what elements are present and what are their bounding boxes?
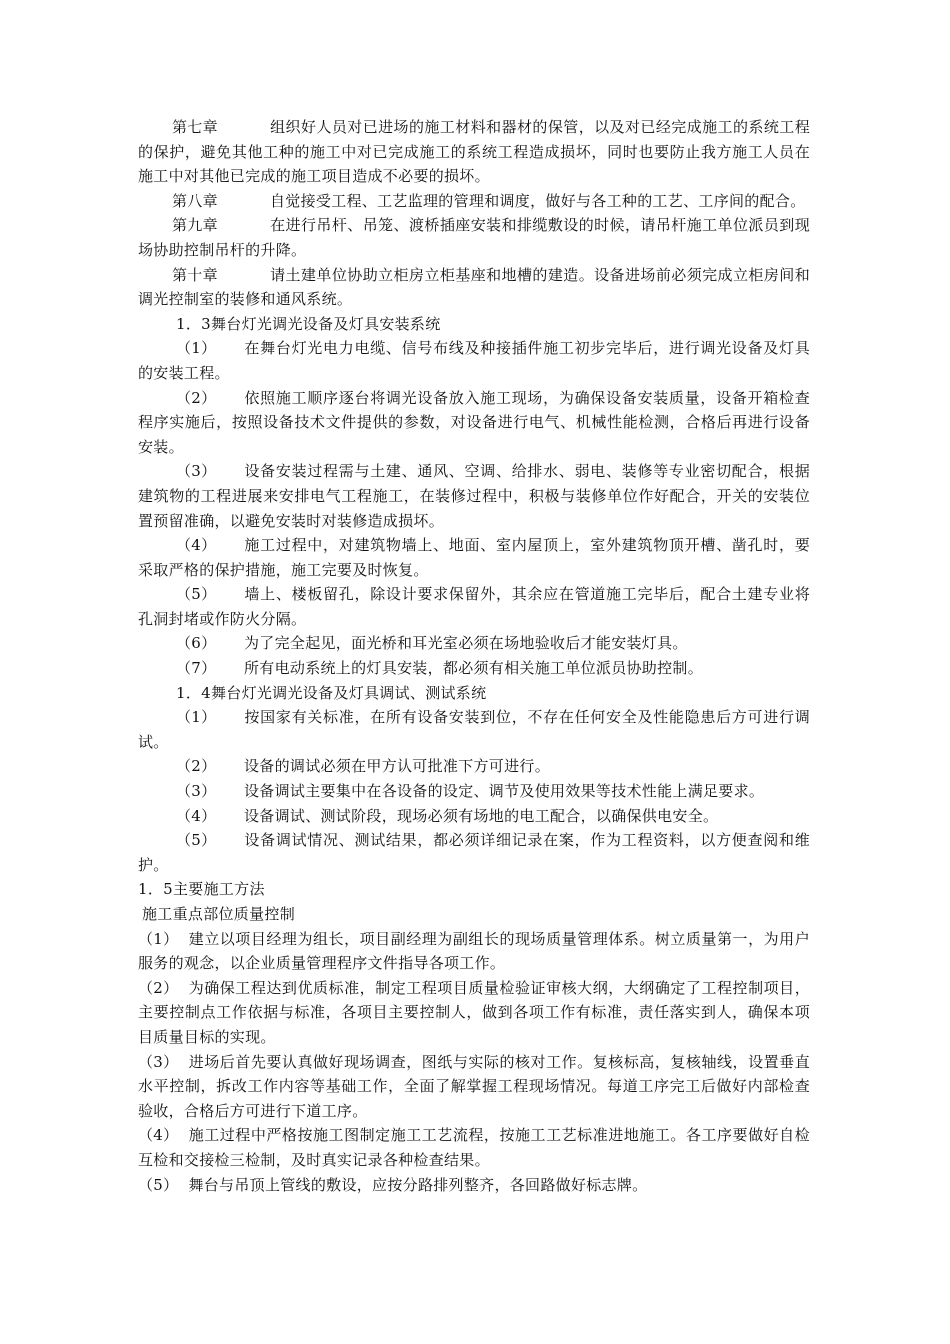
item-text: 按国家有关标准，在所有设备安装到位，不存在任何安全及性能隐患后方可进行调试。	[138, 708, 810, 751]
item-number: （3）	[138, 1052, 179, 1071]
section-1-4-item	[138, 754, 810, 779]
item-number: （5）	[176, 585, 217, 604]
item-text: 为确保工程达到优质标准，制定工程项目质量检验证审核大纲，大纲确定了工程控制项目，主要控制点工作依据与标准，各项目主要控制人，做到各项工作有标准，责任落实到人，确保本项目质量目标的实现。	[138, 978, 810, 1046]
chapter-label: 第七章	[172, 118, 218, 136]
item-text: 所有电动系统上的灯具安装，都必须有相关施工单位派员协助控制。	[244, 659, 704, 678]
section-1-5-item	[138, 927, 810, 976]
chapter-text: 自觉接受工程、工艺监理的管理和调度，做好与各工种的工艺、工序间的配合。	[270, 191, 806, 210]
chapter-text: 在进行吊杆、吊笼、渡桥插座安装和排缆敷设的时候，请吊杆施工单位派员到现场协助控制吊杆的升降。	[138, 216, 810, 259]
section-1-5-heading: 1．5主要施工方法	[138, 880, 265, 899]
item-text: 设备调试主要集中在各设备的设定、调节及使用效果等技术性能上满足要求。	[244, 782, 765, 801]
item-text: 舞台与吊顶上管线的敷设，应按分路排列整齐，各回路做好标志牌。	[188, 1175, 648, 1194]
item-text: 建立以项目经理为组长，项目副经理为副组长的现场质量管理体系。树立质量第一，为用户服务的观念，以企业质量管理程序文件指导各项工作。	[138, 929, 810, 973]
chapter-9-paragraph	[138, 213, 810, 262]
section-1-5-subheading: 施工重点部位质量控制	[142, 905, 296, 923]
section-1-3-item	[138, 582, 810, 631]
section-1-4-heading: 1．4舞台灯光调光设备及灯具调试、测试系统	[176, 683, 487, 702]
item-text: 墙上、楼板留孔，除设计要求保留外，其余应在管道施工完毕后，配合土建专业将孔洞封堵或作防火分隔。	[138, 585, 810, 628]
item-number: （1）	[138, 929, 179, 948]
section-1-3-item	[138, 386, 810, 460]
item-number: （2）	[138, 978, 179, 997]
section-1-3-item	[138, 459, 810, 533]
item-number: （4）	[176, 536, 217, 555]
chapter-8-paragraph	[138, 189, 810, 214]
item-text: 施工过程中，对建筑物墙上、地面、室内屋顶上，室外建筑物顶开槽、凿孔时，要采取严格的保护措施，施工完要及时恢复。	[138, 536, 810, 579]
document-body	[138, 115, 810, 1197]
item-number: （7）	[176, 659, 217, 678]
chapter-10-paragraph	[138, 263, 810, 312]
section-1-3-item	[138, 631, 810, 656]
section-1-3-heading: 1．3舞台灯光调光设备及灯具安装系统	[176, 314, 441, 333]
chapter-text: 请土建单位协助立柜房立柜基座和地槽的建造。设备进场前必须完成立柜房间和调光控制室的装修和通风系统。	[138, 265, 810, 309]
item-number: （2）	[176, 388, 217, 407]
section-1-5-item	[138, 976, 810, 1050]
item-text: 设备调试、测试阶段，现场必须有场地的电工配合，以确保供电安全。	[244, 806, 719, 825]
chapter-text: 组织好人员对已进场的施工材料和器材的保管，以及对已经完成施工的系统工程的保护，避免其他工种的施工中对已完成施工的系统工程造成损坏，同时也要防止我方施工人员在施工中对其他已完成的施工项目造成不必要的损坏。	[138, 118, 810, 186]
section-1-3-item	[138, 336, 810, 385]
item-number: （3）	[176, 782, 217, 801]
section-1-4-item	[138, 828, 810, 877]
chapter-7-paragraph	[138, 115, 810, 189]
item-number: （3）	[176, 462, 217, 481]
item-text: 施工过程中严格按施工图制定施工工艺流程，按施工工艺标准进地施工。各工序要做好自检互检和交接检三检制，及时真实记录各种检查结果。	[138, 1126, 810, 1169]
item-text: 进场后首先要认真做好现场调查，图纸与实际的核对工作。复核标高，复核轴线，设置垂直水平控制，拆改工作内容等基础工作，全面了解掌握工程现场情况。每道工序完工后做好内部检查验收，合格后方可进行下道工序。	[138, 1052, 810, 1120]
item-number: （4）	[138, 1126, 179, 1145]
section-1-4-item	[138, 779, 810, 804]
section-1-3-item	[138, 533, 810, 582]
item-number: （4）	[176, 806, 217, 825]
item-text: 在舞台灯光电力电缆、信号布线及种接插件施工初步完毕后，进行调光设备及灯具的安装工程。	[138, 339, 810, 382]
item-text: 为了完全起见，面光桥和耳光室必须在场地验收后才能安装灯具。	[244, 634, 688, 653]
chapter-label: 第十章	[172, 265, 218, 284]
section-1-4-item	[138, 705, 810, 754]
item-text: 设备安装过程需与土建、通风、空调、给排水、弱电、装修等专业密切配合，根据建筑物的工程进展来安排电气工程施工，在装修过程中，积极与装修单位作好配合，开关的安装位置预留准确，以避免安装时对装修造成损坏。	[138, 462, 810, 530]
section-1-4-item	[138, 804, 810, 829]
item-number: （1）	[176, 339, 217, 358]
item-text: 设备调试情况、测试结果，都必须详细记录在案，作为工程资料，以方便查阅和维护。	[138, 831, 810, 874]
item-number: （2）	[176, 757, 217, 776]
item-number: （5）	[176, 831, 217, 850]
section-1-5-item	[138, 1173, 810, 1198]
item-number: （1）	[176, 708, 217, 727]
section-1-5-item	[138, 1123, 810, 1172]
section-1-3-item	[138, 656, 810, 681]
item-text: 依照施工顺序逐台将调光设备放入施工现场，为确保设备安装质量，设备开箱检查程序实施后，按照设备技术文件提供的参数，对设备进行电气、机械性能检测，合格后再进行设备安装。	[138, 388, 810, 456]
item-number: （5）	[138, 1175, 179, 1194]
chapter-label: 第九章	[172, 216, 218, 235]
section-1-5-item	[138, 1050, 810, 1124]
chapter-label: 第八章	[172, 191, 218, 210]
item-text: 设备的调试必须在甲方认可批准下方可进行。	[244, 757, 551, 776]
item-number: （6）	[176, 634, 217, 653]
